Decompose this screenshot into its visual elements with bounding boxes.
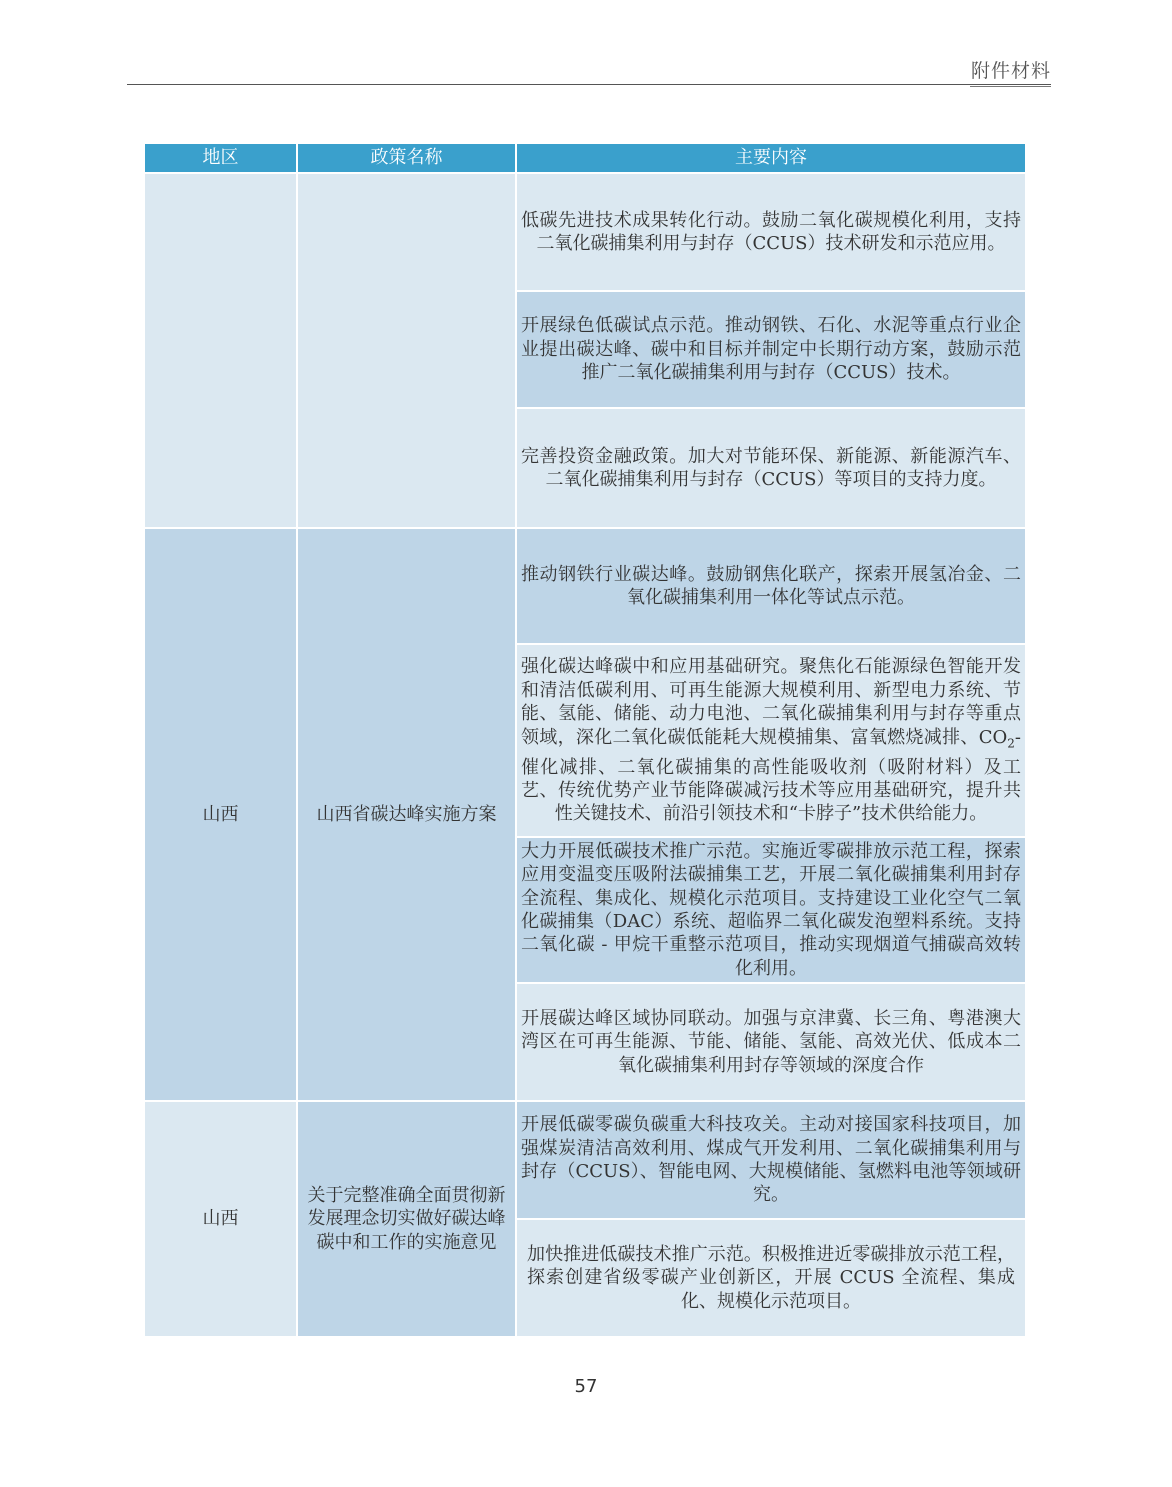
content-cell: 开展低碳零碳负碳重大科技攻关。主动对接国家科技项目，加强煤炭清洁高效利用、煤成气开发利用、二氧化碳捕集利用与封存（CCUS）、智能电网、大规模储能、氢燃料电池等领域研究。 [517,1102,1025,1218]
subscript-2: 2 [1007,736,1015,751]
header-rule [127,84,1051,85]
region-cell: 山西 [145,529,296,1100]
header-title: 附件材料 [970,60,1051,82]
content-text-part: - 催化减排、二氧化碳捕集的高性能吸收剂（吸附材料）及工艺、传统优势产业节能降碳减污技术等应用基础研究，提升共性关键技术、前沿引领技术和“卡脖子”技术供给能力。 [521,726,1021,825]
content-cell: 推动钢铁行业碳达峰。鼓励钢焦化联产，探索开展氢冶金、二氧化碳捕集利用一体化等试点示范。 [517,529,1025,643]
content-text-part: 强化碳达峰碳中和应用基础研究。聚焦化石能源绿色智能开发和清洁低碳利用、可再生能源大规模利用、新型电力系统、节能、氢能、储能、动力电池、二氧化碳捕集利用与封存等重点领域，深化二氧化碳低能耗大规模捕集、富氧燃烧减排、CO [521,656,1021,748]
content-cell: 开展碳达峰区域协同联动。加强与京津冀、长三角、粤港澳大湾区在可再生能源、节能、储能、氢能、高效光伏、低成本二氧化碳捕集利用封存等领域的深度合作 [517,984,1025,1100]
content-cell: 大力开展低碳技术推广示范。实施近零碳排放示范工程，探索应用变温变压吸附法碳捕集工艺，开展二氧化碳捕集利用封存全流程、集成化、规模化示范项目。支持建设工业化空气二氧化碳捕集（DAC）系统、超临界二氧化碳发泡塑料系统。支持二氧化碳 - 甲烷干重整示范项目，推动实现烟道气捕碳高效转化利用。 [517,838,1025,982]
content-cell [517,645,1025,836]
content-cell: 开展绿色低碳试点示范。推动钢铁、石化、水泥等重点行业企业提出碳达峰、碳中和目标并制定中长期行动方案，鼓励示范推广二氧化碳捕集利用与封存（CCUS）技术。 [517,292,1025,407]
policy-cell-empty [298,174,515,527]
content-cell-text [521,655,1021,825]
page-number: 57 [574,1376,598,1397]
header-rule-accent [970,86,1051,87]
column-header-region: 地区 [145,144,296,172]
region-cell-empty [145,174,296,527]
column-header-policy: 政策名称 [298,144,515,172]
content-cell: 加快推进低碳技术推广示范。积极推进近零碳排放示范工程，探索创建省级零碳产业创新区，开展 CCUS 全流程、集成化、规模化示范项目。 [517,1220,1025,1336]
policy-cell: 山西省碳达峰实施方案 [298,529,515,1100]
policy-cell: 关于完整准确全面贯彻新发展理念切实做好碳达峰碳中和工作的实施意见 [298,1102,515,1336]
region-cell: 山西 [145,1102,296,1336]
column-header-content: 主要内容 [517,144,1025,172]
content-cell: 完善投资金融政策。加大对节能环保、新能源、新能源汽车、二氧化碳捕集利用与封存（CCUS）等项目的支持力度。 [517,409,1025,527]
content-cell: 低碳先进技术成果转化行动。鼓励二氧化碳规模化利用，支持二氧化碳捕集利用与封存（CCUS）技术研发和示范应用。 [517,174,1025,290]
